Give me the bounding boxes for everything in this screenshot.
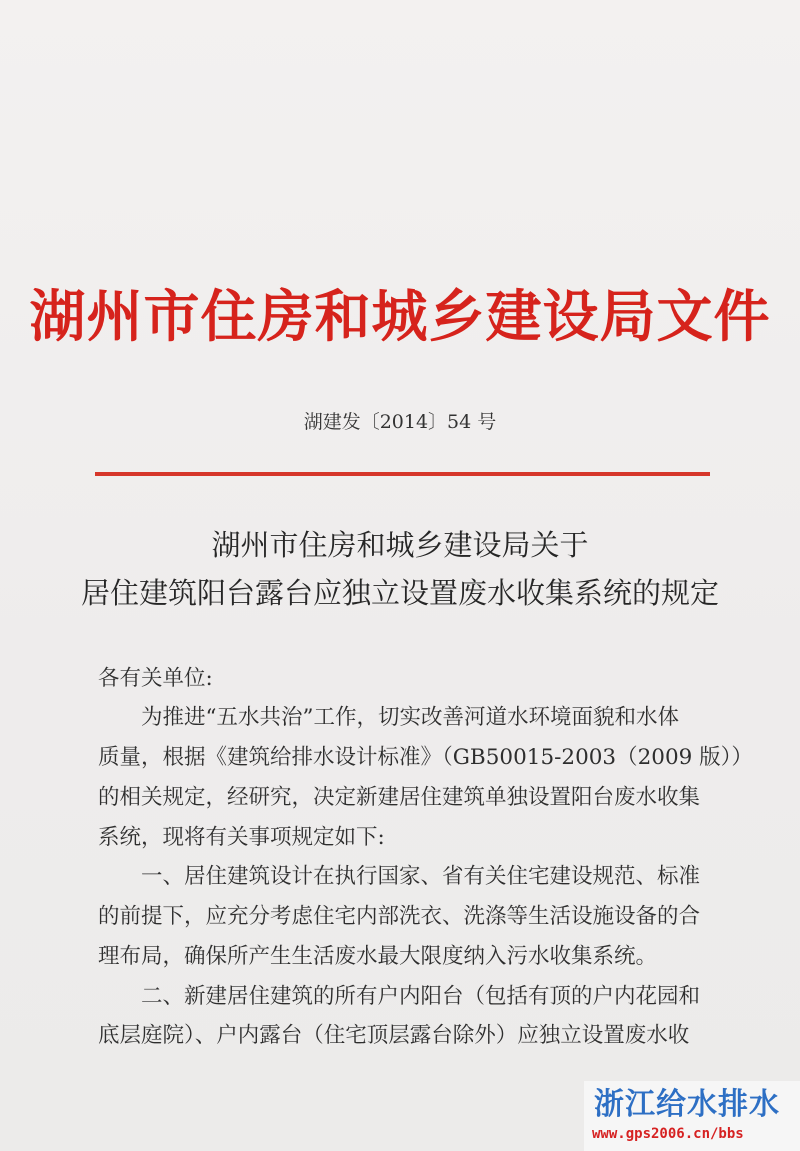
body-line: 底层庭院）、户内露台（住宅顶层露台除外）应独立设置废水收 — [98, 1023, 690, 1048]
masthead-title: 湖州市住房和城乡建设局文件 — [29, 285, 771, 350]
watermark-title: 浙江给水排水 — [594, 1087, 780, 1122]
document-number: 湖建发〔2014〕54 号 — [303, 411, 497, 433]
body-line: 理布局，确保所产生生活废水最大限度纳入污水收集系统。 — [98, 944, 658, 969]
body-line: 系统，现将有关事项规定如下: — [98, 825, 385, 850]
body-line: 的前提下，应充分考虑住宅内部洗衣、洗涤等生活设施设备的合 — [98, 904, 701, 929]
body-line: 为推进“五水共治”工作，切实改善河道水环境面貌和水体 — [98, 705, 679, 730]
document-title-line-2: 居住建筑阳台露台应独立设置废水收集系统的规定 — [80, 576, 719, 610]
body-line: 二、新建居住建筑的所有户内阳台（包括有顶的户内花园和 — [98, 984, 701, 1009]
document-title-line-1: 湖州市住房和城乡建设局关于 — [211, 528, 589, 562]
site-watermark — [584, 1081, 800, 1151]
body-line: 的相关规定，经研究，决定新建居住建筑单独设置阳台废水收集 — [98, 785, 701, 810]
body-line: 一、居住建筑设计在执行国家、省有关住宅建设规范、标准 — [98, 864, 701, 889]
watermark-url: www.gps2006.cn/bbs — [592, 1126, 744, 1142]
body-line-addressee: 各有关单位: — [98, 666, 213, 691]
red-divider-line — [95, 472, 710, 476]
body-line: 质量，根据《建筑给排水设计标准》（GB50015-2003（2009 版）） — [98, 745, 753, 770]
